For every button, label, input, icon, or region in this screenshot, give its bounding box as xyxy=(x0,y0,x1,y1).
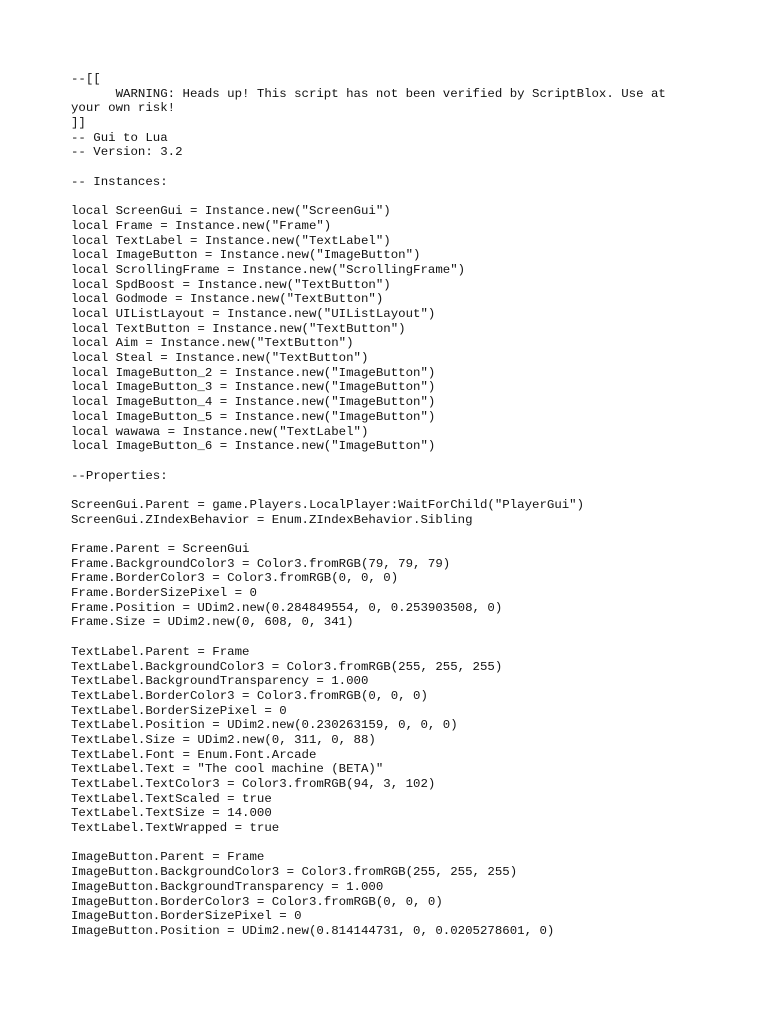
code-line: -- Instances: xyxy=(71,174,168,189)
document-page xyxy=(71,72,691,939)
code-line xyxy=(71,630,691,645)
code-line: your own risk! xyxy=(71,101,176,116)
code-line: --[[ xyxy=(71,72,101,86)
code-line: local ImageButton_6 = Instance.new("ImageButton") xyxy=(71,439,436,454)
code-line xyxy=(71,160,691,175)
code-line: --Properties: xyxy=(71,468,168,483)
code-line: local ImageButton_2 = Instance.new("ImageButton") xyxy=(71,365,436,380)
code-line: Frame.BorderColor3 = Color3.fromRGB(0, 0, 0) xyxy=(71,571,399,586)
code-line: Frame.Parent = ScreenGui xyxy=(71,542,250,556)
code-line: local ImageButton_5 = Instance.new("ImageButton") xyxy=(71,409,436,424)
code-line: local ImageButton_4 = Instance.new("ImageButton") xyxy=(71,395,436,410)
code-line: TextLabel.Position = UDim2.new(0.230263159, 0, 0, 0) xyxy=(71,718,458,733)
code-line: ImageButton.BorderColor3 = Color3.fromRGB(0, 0, 0) xyxy=(71,894,443,909)
code-line: TextLabel.Font = Enum.Font.Arcade xyxy=(71,747,317,762)
code-line: TextLabel.TextWrapped = true xyxy=(71,821,280,836)
code-line: local SpdBoost = Instance.new("TextButton") xyxy=(71,277,391,292)
code-line xyxy=(71,190,691,205)
code-line: WARNING: Heads up! This script has not been verified by ScriptBlox. Use at xyxy=(71,86,666,101)
code-line: Frame.BackgroundColor3 = Color3.fromRGB(79, 79, 79) xyxy=(71,556,451,571)
code-line: -- Version: 3.2 xyxy=(71,145,183,160)
code-line: ImageButton.BackgroundColor3 = Color3.fromRGB(255, 255, 255) xyxy=(71,865,518,880)
code-line: TextLabel.BorderColor3 = Color3.fromRGB(0, 0, 0) xyxy=(71,688,428,703)
code-line: TextLabel.Parent = Frame xyxy=(71,644,250,659)
code-line: ImageButton.Parent = Frame xyxy=(71,850,265,865)
code-line: ImageButton.BackgroundTransparency = 1.000 xyxy=(71,879,384,894)
code-line: TextLabel.BorderSizePixel = 0 xyxy=(71,703,287,718)
code-line: ImageButton.BorderSizePixel = 0 xyxy=(71,909,302,924)
code-line: TextLabel.Text = "The cool machine (BETA)" xyxy=(71,762,384,777)
code-line: TextLabel.BackgroundColor3 = Color3.fromRGB(255, 255, 255) xyxy=(71,659,503,674)
code-line: local Frame = Instance.new("Frame") xyxy=(71,218,332,233)
code-line: TextLabel.Size = UDim2.new(0, 311, 0, 88) xyxy=(71,732,376,747)
code-line: ImageButton.Position = UDim2.new(0.814144731, 0, 0.0205278601, 0) xyxy=(71,923,555,938)
code-line: TextLabel.TextColor3 = Color3.fromRGB(94, 3, 102) xyxy=(71,777,436,791)
code-line: local ImageButton = Instance.new("ImageButton") xyxy=(71,248,421,263)
code-line: local TextButton = Instance.new("TextButton") xyxy=(71,321,406,336)
code-line: ScreenGui.Parent = game.Players.LocalPlayer:WaitForChild("PlayerGui") xyxy=(71,497,585,512)
code-line: local Steal = Instance.new("TextButton") xyxy=(71,351,369,366)
code-line xyxy=(71,527,691,542)
code-line: local Godmode = Instance.new("TextButton") xyxy=(71,292,384,307)
code-line xyxy=(71,454,691,469)
code-line: local UIListLayout = Instance.new("UIListLayout") xyxy=(71,307,436,321)
code-line: Frame.BorderSizePixel = 0 xyxy=(71,586,257,601)
code-line: -- Gui to Lua xyxy=(71,130,168,145)
code-line: TextLabel.BackgroundTransparency = 1.000 xyxy=(71,674,369,689)
code-line: local wawawa = Instance.new("TextLabel") xyxy=(71,424,369,439)
code-line: ScreenGui.ZIndexBehavior = Enum.ZIndexBehavior.Sibling xyxy=(71,512,473,527)
code-line: local Aim = Instance.new("TextButton") xyxy=(71,336,354,351)
code-line xyxy=(71,836,691,851)
code-line: local ScreenGui = Instance.new("ScreenGui") xyxy=(71,204,391,219)
code-line xyxy=(71,483,691,498)
code-line: TextLabel.TextSize = 14.000 xyxy=(71,806,272,821)
code-line: local ImageButton_3 = Instance.new("ImageButton") xyxy=(71,380,436,395)
code-line: local ScrollingFrame = Instance.new("ScrollingFrame") xyxy=(71,262,466,277)
code-line: ]] xyxy=(71,116,86,131)
code-line: local TextLabel = Instance.new("TextLabel") xyxy=(71,233,391,248)
code-line: Frame.Size = UDim2.new(0, 608, 0, 341) xyxy=(71,615,354,630)
code-line: Frame.Position = UDim2.new(0.284849554, 0, 0.253903508, 0) xyxy=(71,600,503,615)
code-line: TextLabel.TextScaled = true xyxy=(71,791,272,806)
